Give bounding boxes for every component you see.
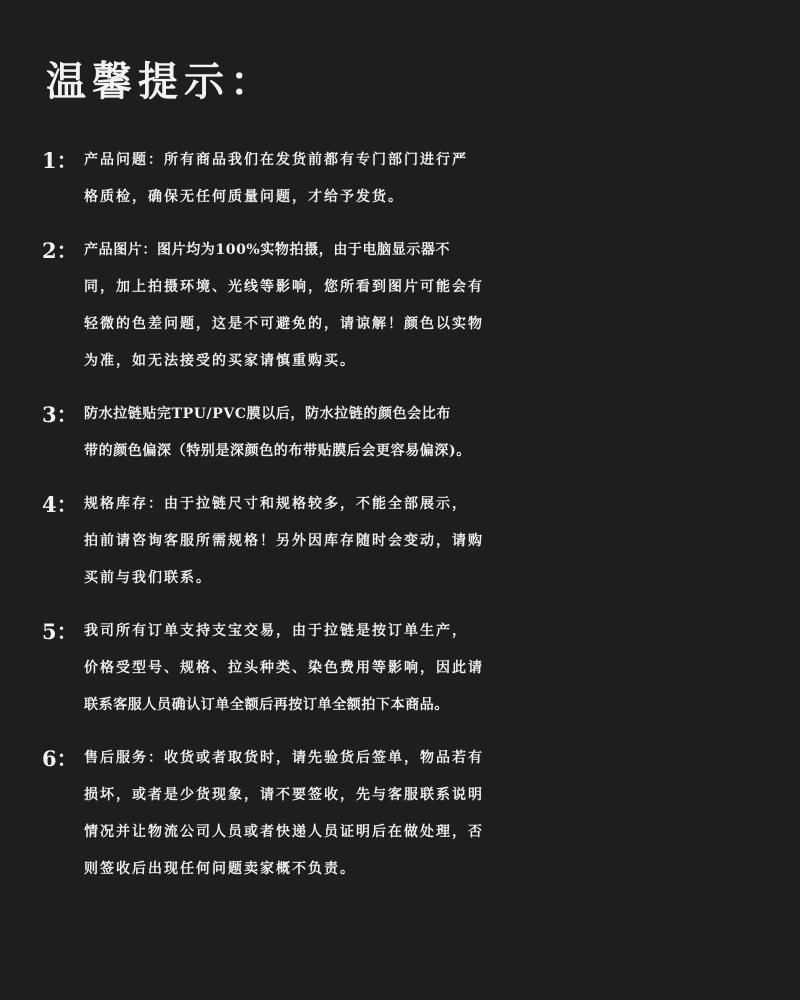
notice-line: 联系客服人员确认订单全额后再按订单全额拍下本商品。 (84, 697, 449, 713)
notice-text (84, 740, 798, 888)
notice-item-1 (42, 142, 798, 216)
notice-item-2 (42, 232, 798, 380)
notice-line: 为准，如无法接受的买家请慎重购买。 (84, 353, 356, 369)
notice-line: 则签收后出现任何问题卖家概不负责。 (84, 861, 356, 877)
notice-line: 情况并让物流公司人员或者快递人员证明后在做处理，否 (84, 824, 484, 840)
notice-line: 轻微的色差问题，这是不可避免的，请谅解！颜色以实物 (84, 316, 484, 332)
notice-line: 规格库存：由于拉链尺寸和规格较多，不能全部展示， (84, 496, 468, 512)
notice-item-3 (42, 396, 798, 470)
notice-text (84, 142, 798, 216)
notice-line: 产品问题：所有商品我们在发货前都有专门部门进行严 (84, 152, 468, 168)
notice-item-4 (42, 486, 798, 597)
notice-number: 4： (42, 492, 78, 517)
notice-line: 售后服务：收货或者取货时，请先验货后签单，物品若有 (84, 750, 484, 766)
notice-line: 价格受型号、规格、拉头种类、染色费用等影响，因此请 (84, 660, 484, 676)
notice-line: 防水拉链贴完TPU/PVC膜以后，防水拉链的颜色会比布 (84, 406, 451, 422)
notice-line: 我司所有订单支持支宝交易，由于拉链是按订单生产， (84, 623, 468, 639)
notice-line: 带的颜色偏深（特别是深颜色的布带贴膜后会更容易偏深)。 (84, 443, 471, 459)
notice-text (84, 613, 798, 724)
notice-text (84, 396, 798, 470)
notice-line: 买前与我们联系。 (84, 570, 212, 586)
notice-text (84, 232, 798, 380)
notice-list (42, 142, 798, 904)
notice-line: 同，加上拍摄环境、光线等影响，您所看到图片可能会有 (84, 279, 484, 295)
notice-number: 1： (42, 148, 78, 173)
notice-text (84, 486, 798, 597)
notice-number: 6： (42, 746, 78, 771)
notice-number: 2： (42, 238, 78, 263)
notice-line: 格质检，确保无任何质量问题，才给予发货。 (84, 189, 404, 205)
notice-item-6 (42, 740, 798, 888)
notice-number: 5： (42, 619, 78, 644)
notice-line: 拍前请咨询客服所需规格！另外因库存随时会变动，请购 (84, 533, 484, 549)
notice-line: 损坏，或者是少货现象，请不要签收，先与客服联系说明 (84, 787, 484, 803)
page-title: 温馨提示： (46, 58, 276, 105)
notice-number: 3： (42, 402, 78, 427)
notice-line: 产品图片：图片均为100%实物拍摄，由于电脑显示器不 (84, 242, 451, 258)
notice-item-5 (42, 613, 798, 724)
